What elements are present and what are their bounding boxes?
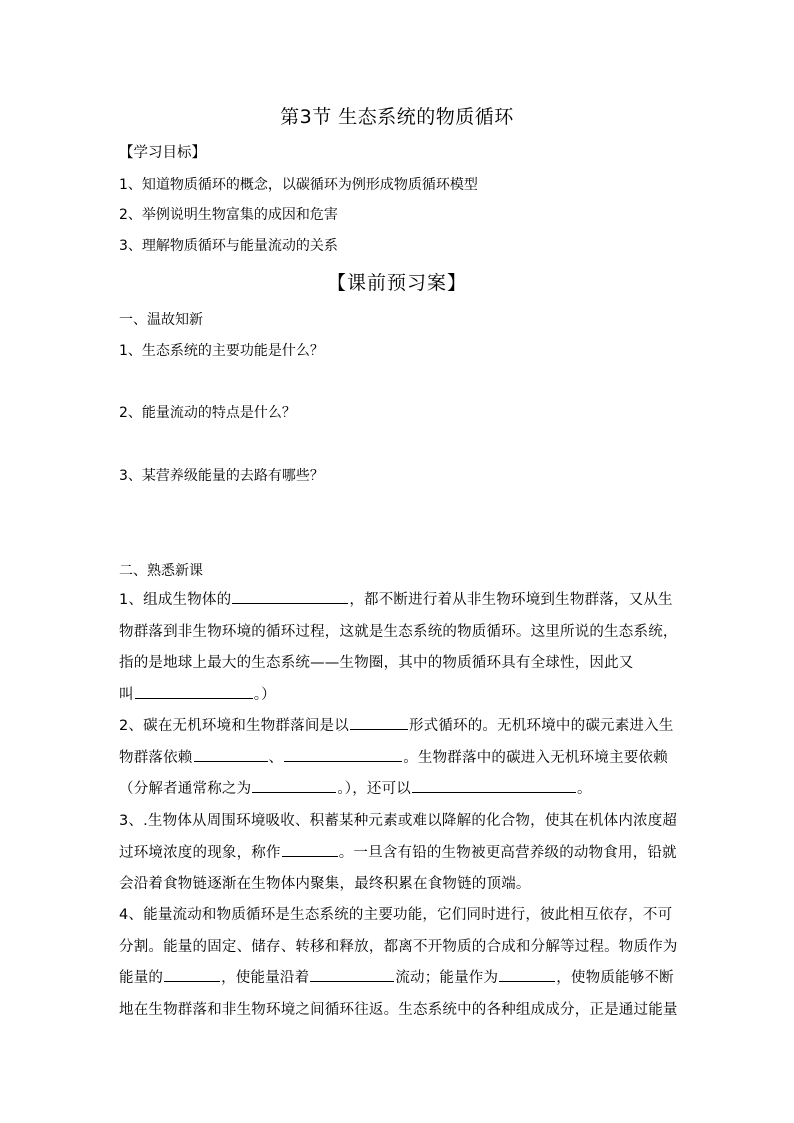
text-segment: 能量的 xyxy=(119,970,164,986)
text-segment: 。 xyxy=(577,781,592,797)
fill-in-blank[interactable] xyxy=(164,966,220,982)
fill-in-blank[interactable] xyxy=(194,746,268,762)
text-segment: 2、碳在无机环境和生物群落间是以 xyxy=(119,718,349,734)
objective-item: 1、知道物质循环的概念，以碳循环为例形成物质循环模型 xyxy=(119,177,478,193)
text-segment: 。），还可以 xyxy=(337,781,412,797)
paragraph-line xyxy=(119,743,685,775)
fill-in-blank[interactable] xyxy=(499,966,555,982)
review-heading: 一、温故知新 xyxy=(119,312,203,328)
fill-in-blank[interactable] xyxy=(135,683,253,699)
text-segment: 形式循环的。无机环境中的碳元素进入生 xyxy=(408,718,674,734)
text-segment: 。） xyxy=(253,686,276,703)
paragraph-line: 4、能量流动和物质循环是生态系统的主要功能，它们同时进行，彼此相互依存，不可 xyxy=(119,907,673,923)
fill-in-blank[interactable] xyxy=(412,777,576,793)
paragraph-line: 指的是地球上最大的生态系统——生物圈，其中的物质循环具有全球性，因此又 xyxy=(119,655,634,671)
text-segment: 过环境浓度的现象，称作 xyxy=(119,844,281,861)
fill-in-blank[interactable] xyxy=(252,777,336,793)
paragraph-line xyxy=(119,585,685,617)
paragraph-line: 分割。能量的固定、储存、转移和释放，都离不开物质的合成和分解等过程。物质作为 xyxy=(119,938,678,955)
review-question: 3、某营养级能量的去路有哪些？ xyxy=(119,468,324,484)
paragraph-line xyxy=(119,774,685,806)
text-segment: ，使能量沿着 xyxy=(221,970,310,986)
paragraph-2 xyxy=(119,711,685,806)
page-title: 第3节 生态系统的物质循环 xyxy=(280,106,514,128)
paragraph-3 xyxy=(119,806,685,901)
fill-in-blank[interactable] xyxy=(282,841,338,857)
text-segment: ，使物质能够不断 xyxy=(556,970,674,986)
paragraph-line xyxy=(119,838,685,870)
text-segment: 物群落依赖 xyxy=(119,749,193,766)
review-question: 1、生态系统的主要功能是什么？ xyxy=(119,343,324,359)
text-segment: 叫 xyxy=(119,686,134,703)
text-segment: （分解者通常称之为 xyxy=(119,781,252,797)
paragraph-1 xyxy=(119,585,685,711)
objective-item: 2、举例说明生物富集的成因和危害 xyxy=(119,207,338,223)
paragraph-line xyxy=(119,680,685,712)
paragraph-line xyxy=(119,963,685,995)
text-segment: 。一旦含有铅的生物被更高营养级的动物食用，铅就 xyxy=(338,844,677,861)
paragraph-line: 3、.生物体从周围环境吸收、积蓄某种元素或难以降解的化合物，使其在机体内浓度超 xyxy=(119,813,678,829)
paragraph-line xyxy=(119,711,685,743)
objectives-heading: 【学习目标】 xyxy=(119,145,206,161)
paragraph-4 xyxy=(119,900,685,1026)
objective-item: 3、理解物质循环与能量流动的关系 xyxy=(119,238,338,254)
review-question: 2、能量流动的特点是什么？ xyxy=(119,405,296,421)
text-segment: 、 xyxy=(268,749,284,766)
paragraph-line: 物群落到非生物环境的循环过程，这就是生态系统的物质循环。这里所说的生态系统， xyxy=(119,623,678,640)
text-segment: ，都不断进行着从非生物环境到生物群落，又从生 xyxy=(349,592,673,608)
fill-in-blank[interactable] xyxy=(310,966,394,982)
new-lesson-heading: 二、熟悉新课 xyxy=(119,563,203,579)
fill-in-blank[interactable] xyxy=(232,588,348,604)
fill-in-blank[interactable] xyxy=(284,746,402,762)
text-segment: 流动；能量作为 xyxy=(395,970,499,986)
fill-in-blank[interactable] xyxy=(350,714,408,730)
preview-heading: 【课前预习案】 xyxy=(326,272,467,294)
paragraph-line: 地在生物群落和非生物环境之间循环往返。生态系统中的各种组成成分，正是通过能量 xyxy=(119,1001,678,1018)
text-segment: 1、组成生物体的 xyxy=(119,592,232,608)
paragraph-line: 会沿着食物链逐渐在生物体内聚集，最终积累在食物链的顶端。 xyxy=(119,876,531,892)
text-segment: 。生物群落中的碳进入无机环境主要依赖 xyxy=(403,749,668,766)
